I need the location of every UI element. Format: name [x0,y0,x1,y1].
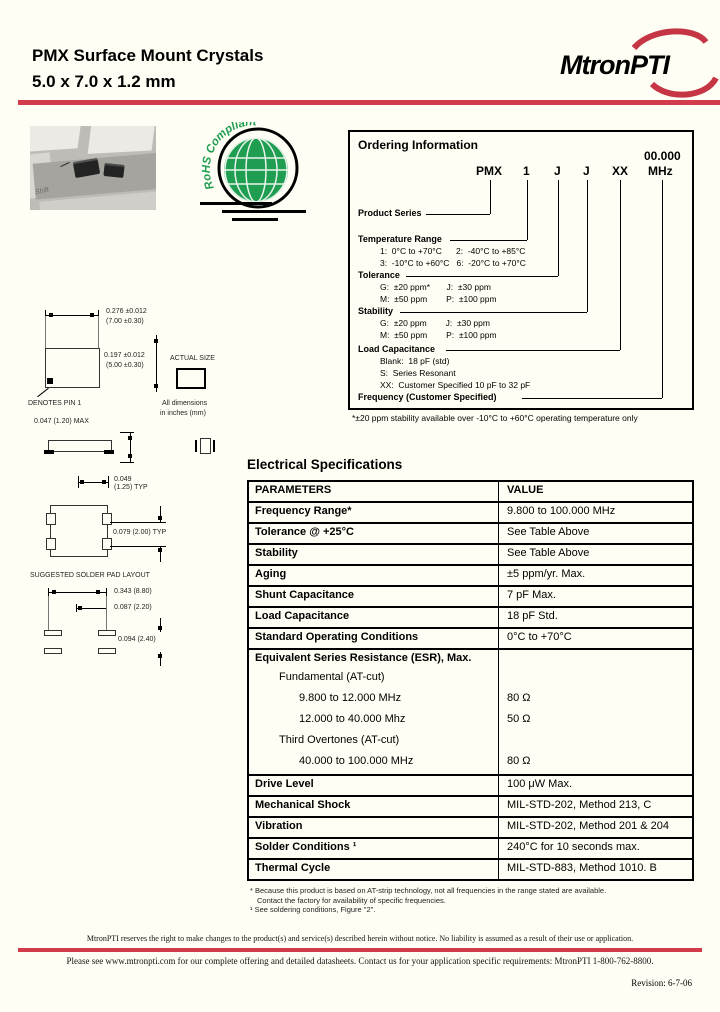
table-subrow [249,732,692,753]
value-cell: See Table Above [507,526,590,538]
legal-disclaimer: MtronPTI reserves the right to make changes to the product(s) and service(s) described herein without notice. No liability is assumed as a result of their use or application. [86,934,634,943]
photo-keycap [30,126,82,152]
table-subrow [249,711,692,732]
value-cell: 80 Ω [507,692,531,704]
pad [104,450,114,454]
end-view-pad [195,440,197,452]
stability-options-2: M: ±50 ppm P: ±100 ppm [380,330,497,340]
table-subrow [249,753,692,774]
table-row [249,564,692,585]
dim-arrow [96,590,100,594]
table-subrow [249,669,692,690]
part-code-stability: J [583,164,590,178]
dim-top-inches: 0.276 ±0.012 [106,308,147,315]
table-row [249,774,692,795]
leader-line [446,350,620,351]
table-row [249,522,692,543]
param-cell: Mechanical Shock [249,797,499,816]
value-cell: MIL-STD-202, Method 213, C [507,799,652,811]
specs-footnotes [250,886,606,915]
param-cell: Stability [249,545,499,564]
specs-header-row [249,482,692,501]
solder-pad [44,630,62,636]
value-cell: 240°C for 10 seconds max. [507,841,640,853]
value-cell: 80 Ω [507,755,531,767]
contact-line: Please see www.mtronpti.com for our complete offering and detailed datasheets. Contact us for your application specific requirements: MtronPTI 1-800-762-8800. [66,956,654,966]
dim-tick [120,432,134,433]
dim-arrow [128,454,132,458]
photo-keycap [88,126,156,154]
castellation [46,513,56,525]
dim-arrow [78,606,82,610]
leader-line [522,398,662,399]
table-row [249,837,692,858]
param-cell: Third Overtones (AT-cut) [249,732,499,753]
frequency-value: 00.000 [644,149,681,163]
ext-line [45,316,46,348]
crystal-end-view [200,438,211,454]
param-cell: 12.000 to 40.000 Mhz [249,711,499,732]
leader-line [426,214,490,215]
param-cell: Standard Operating Conditions [249,629,499,648]
dim-line [110,522,166,523]
col-parameters: PARAMETERS [249,482,499,501]
col-value: VALUE [507,484,544,496]
dim-arrow [102,480,106,484]
value-cell: 100 μW Max. [507,778,573,790]
alldims-note-1: All dimensions [162,400,208,407]
param-cell: Fundamental (AT-cut) [249,669,499,690]
specs-footnote-1: * Because this product is based on AT-strip technology, not all frequencies in the range stated are available. [250,886,607,895]
ordering-information-box [348,130,694,410]
part-code-loadcap: XX [612,164,629,178]
part-code-temp: 1 [523,164,530,178]
tolerance-label: Tolerance [358,270,400,280]
specs-footnote-3: ¹ See soldering conditions, Figure "2". [250,905,376,914]
denotes-pin1-label: DENOTES PIN 1 [28,400,82,407]
crystal-top-view [45,348,100,388]
part-code-tolerance: J [554,164,561,178]
value-cell: 50 Ω [507,713,531,725]
temperature-options-2: 3: -10°C to +60°C 6: -20°C to +70°C [380,258,526,268]
solder-pad [98,630,116,636]
pad-span-label: 0.343 (8.80) [114,588,152,595]
rohs-badge [198,122,308,228]
param-cell: Solder Conditions ¹ [249,839,499,858]
dim-arrow [158,626,162,630]
ext-line [106,596,107,630]
height-max-label: 0.047 (1.20) MAX [34,418,89,425]
leader-line [527,180,528,240]
pad-pitch-label: 0.049 (1.25) TYP [114,476,148,491]
leader-line [450,240,527,241]
dim-arrow [52,590,56,594]
value-cell: 0°C to +70°C [507,631,572,643]
tolerance-options-2: M: ±50 ppm P: ±100 ppm [380,294,497,304]
param-cell: Load Capacitance [249,608,499,627]
leader-line [558,180,559,276]
dim-tick [120,462,134,463]
param-cell: Vibration [249,818,499,837]
param-cell: 9.800 to 12.000 MHz [249,690,499,711]
castellation [46,538,56,550]
ordering-title: Ordering Information [358,138,478,152]
load-capacitance-option-1: Blank: 18 pF (std) [380,356,450,366]
specs-title: Electrical Specifications [247,457,403,472]
load-capacitance-label: Load Capacitance [358,344,436,354]
dim-arrow [90,313,94,317]
solder-pad [98,648,116,654]
value-cell: ±5 ppm/yr. Max. [507,568,586,580]
rohs-label: RoHS Compliant [200,122,257,192]
table-row-esr [249,648,692,669]
dim-arrow [80,480,84,484]
revision-label: Revision: 6-7-06 [631,978,692,988]
dim-top-mm: (7.00 ±0.30) [106,318,144,325]
temperature-range-label: Temperature Range [358,234,442,244]
stability-options-1: G: ±20 ppm J: ±30 ppm [380,318,490,328]
leader-line [406,276,558,277]
param-cell: Aging [249,566,499,585]
value-cell [499,650,692,669]
dim-arrow [158,654,162,658]
stability-label: Stability [358,306,394,316]
frequency-unit: MHz [648,164,673,178]
brand-logo [556,28,720,100]
dim-side-inches: 0.197 ±0.012 [104,352,145,359]
leader-line [587,180,588,312]
photo-key-label: Shift [34,186,50,197]
value-cell [499,669,692,690]
dim-arrow [158,548,162,552]
solder-pad [44,648,62,654]
table-row [249,543,692,564]
value-cell: 7 pF Max. [507,589,556,601]
leader-line [400,312,587,313]
page-subtitle: 5.0 x 7.0 x 1.2 mm [32,72,176,91]
value-cell: 18 pF Std. [507,610,558,622]
param-cell: 40.000 to 100.000 MHz [249,753,499,774]
dim-arrow [128,436,132,440]
rohs-globe-icon [198,122,308,228]
table-row [249,795,692,816]
pad-layout-caption: SUGGESTED SOLDER PAD LAYOUT [30,572,150,579]
castellation [102,538,112,550]
photo-crystal [103,163,124,178]
brand-name: MtronPTI [560,50,669,80]
value-cell: MIL-STD-883, Method 1010. B [507,862,657,874]
pad [44,450,54,454]
part-code-series: PMX [476,164,503,178]
ext-line [98,316,99,348]
dim-arrow [158,516,162,520]
header-divider [18,100,720,105]
product-photo [30,126,156,210]
dim-arrow [154,339,158,343]
table-row [249,606,692,627]
end-view-pad [213,440,215,452]
castellation [102,513,112,525]
dim-arrow [49,313,53,317]
pad-gap-label: 0.087 (2.20) [114,604,152,611]
crystal-side-view [48,440,112,452]
dim-tick [108,476,109,488]
dim-line [110,546,166,547]
alldims-note-2: in inches (mm) [160,410,206,417]
table-row [249,816,692,837]
param-cell: Thermal Cycle [249,860,499,879]
table-row [249,858,692,879]
table-subrow [249,690,692,711]
table-row [249,501,692,522]
pad-width-label: 0.079 (2.00) TYP [113,529,167,536]
value-cell: See Table Above [507,547,590,559]
frequency-label: Frequency (Customer Specified) [358,392,497,402]
load-capacitance-option-3: XX: Customer Specified 10 pF to 32 pF [380,380,531,390]
specs-table [247,480,694,881]
dim-side-mm: (5.00 ±0.30) [106,362,144,369]
param-cell: Tolerance @ +25°C [249,524,499,543]
pad-layout-body [50,505,108,557]
leader-line [620,180,621,350]
dim-arrow [154,384,158,388]
param-cell: Frequency Range* [249,503,499,522]
pad-height-label: 0.094 (2.40) [118,636,156,643]
tolerance-options-1: G: ±20 ppm* J: ±30 ppm [380,282,491,292]
product-series-label: Product Series [358,208,422,218]
table-row [249,627,692,648]
param-cell: Equivalent Series Resistance (ESR), Max. [249,650,499,669]
specs-footnote-2: Contact the factory for availability of specific frequencies. [257,895,446,905]
leader-line [37,388,49,397]
page-title: PMX Surface Mount Crystals [32,46,264,65]
footer-divider [18,948,702,952]
param-cell: Drive Level [249,776,499,795]
value-cell: 9.800 to 100.000 MHz [507,505,616,517]
actual-size-label: ACTUAL SIZE [170,355,215,362]
value-cell [499,732,692,753]
ordering-footnote: *±20 ppm stability available over -10°C to +60°C operating temperature only [352,413,638,423]
value-cell: MIL-STD-202, Method 201 & 204 [507,820,670,832]
temperature-options-1: 1: 0°C to +70°C 2: -40°C to +85°C [380,246,526,256]
load-capacitance-option-2: S: Series Resonant [380,368,456,378]
pin1-mark [47,378,53,384]
actual-size-box [176,368,206,389]
leader-line [662,180,663,398]
leader-line [490,180,491,214]
param-cell: Shunt Capacitance [249,587,499,606]
ext-line [48,596,49,630]
table-row [249,585,692,606]
